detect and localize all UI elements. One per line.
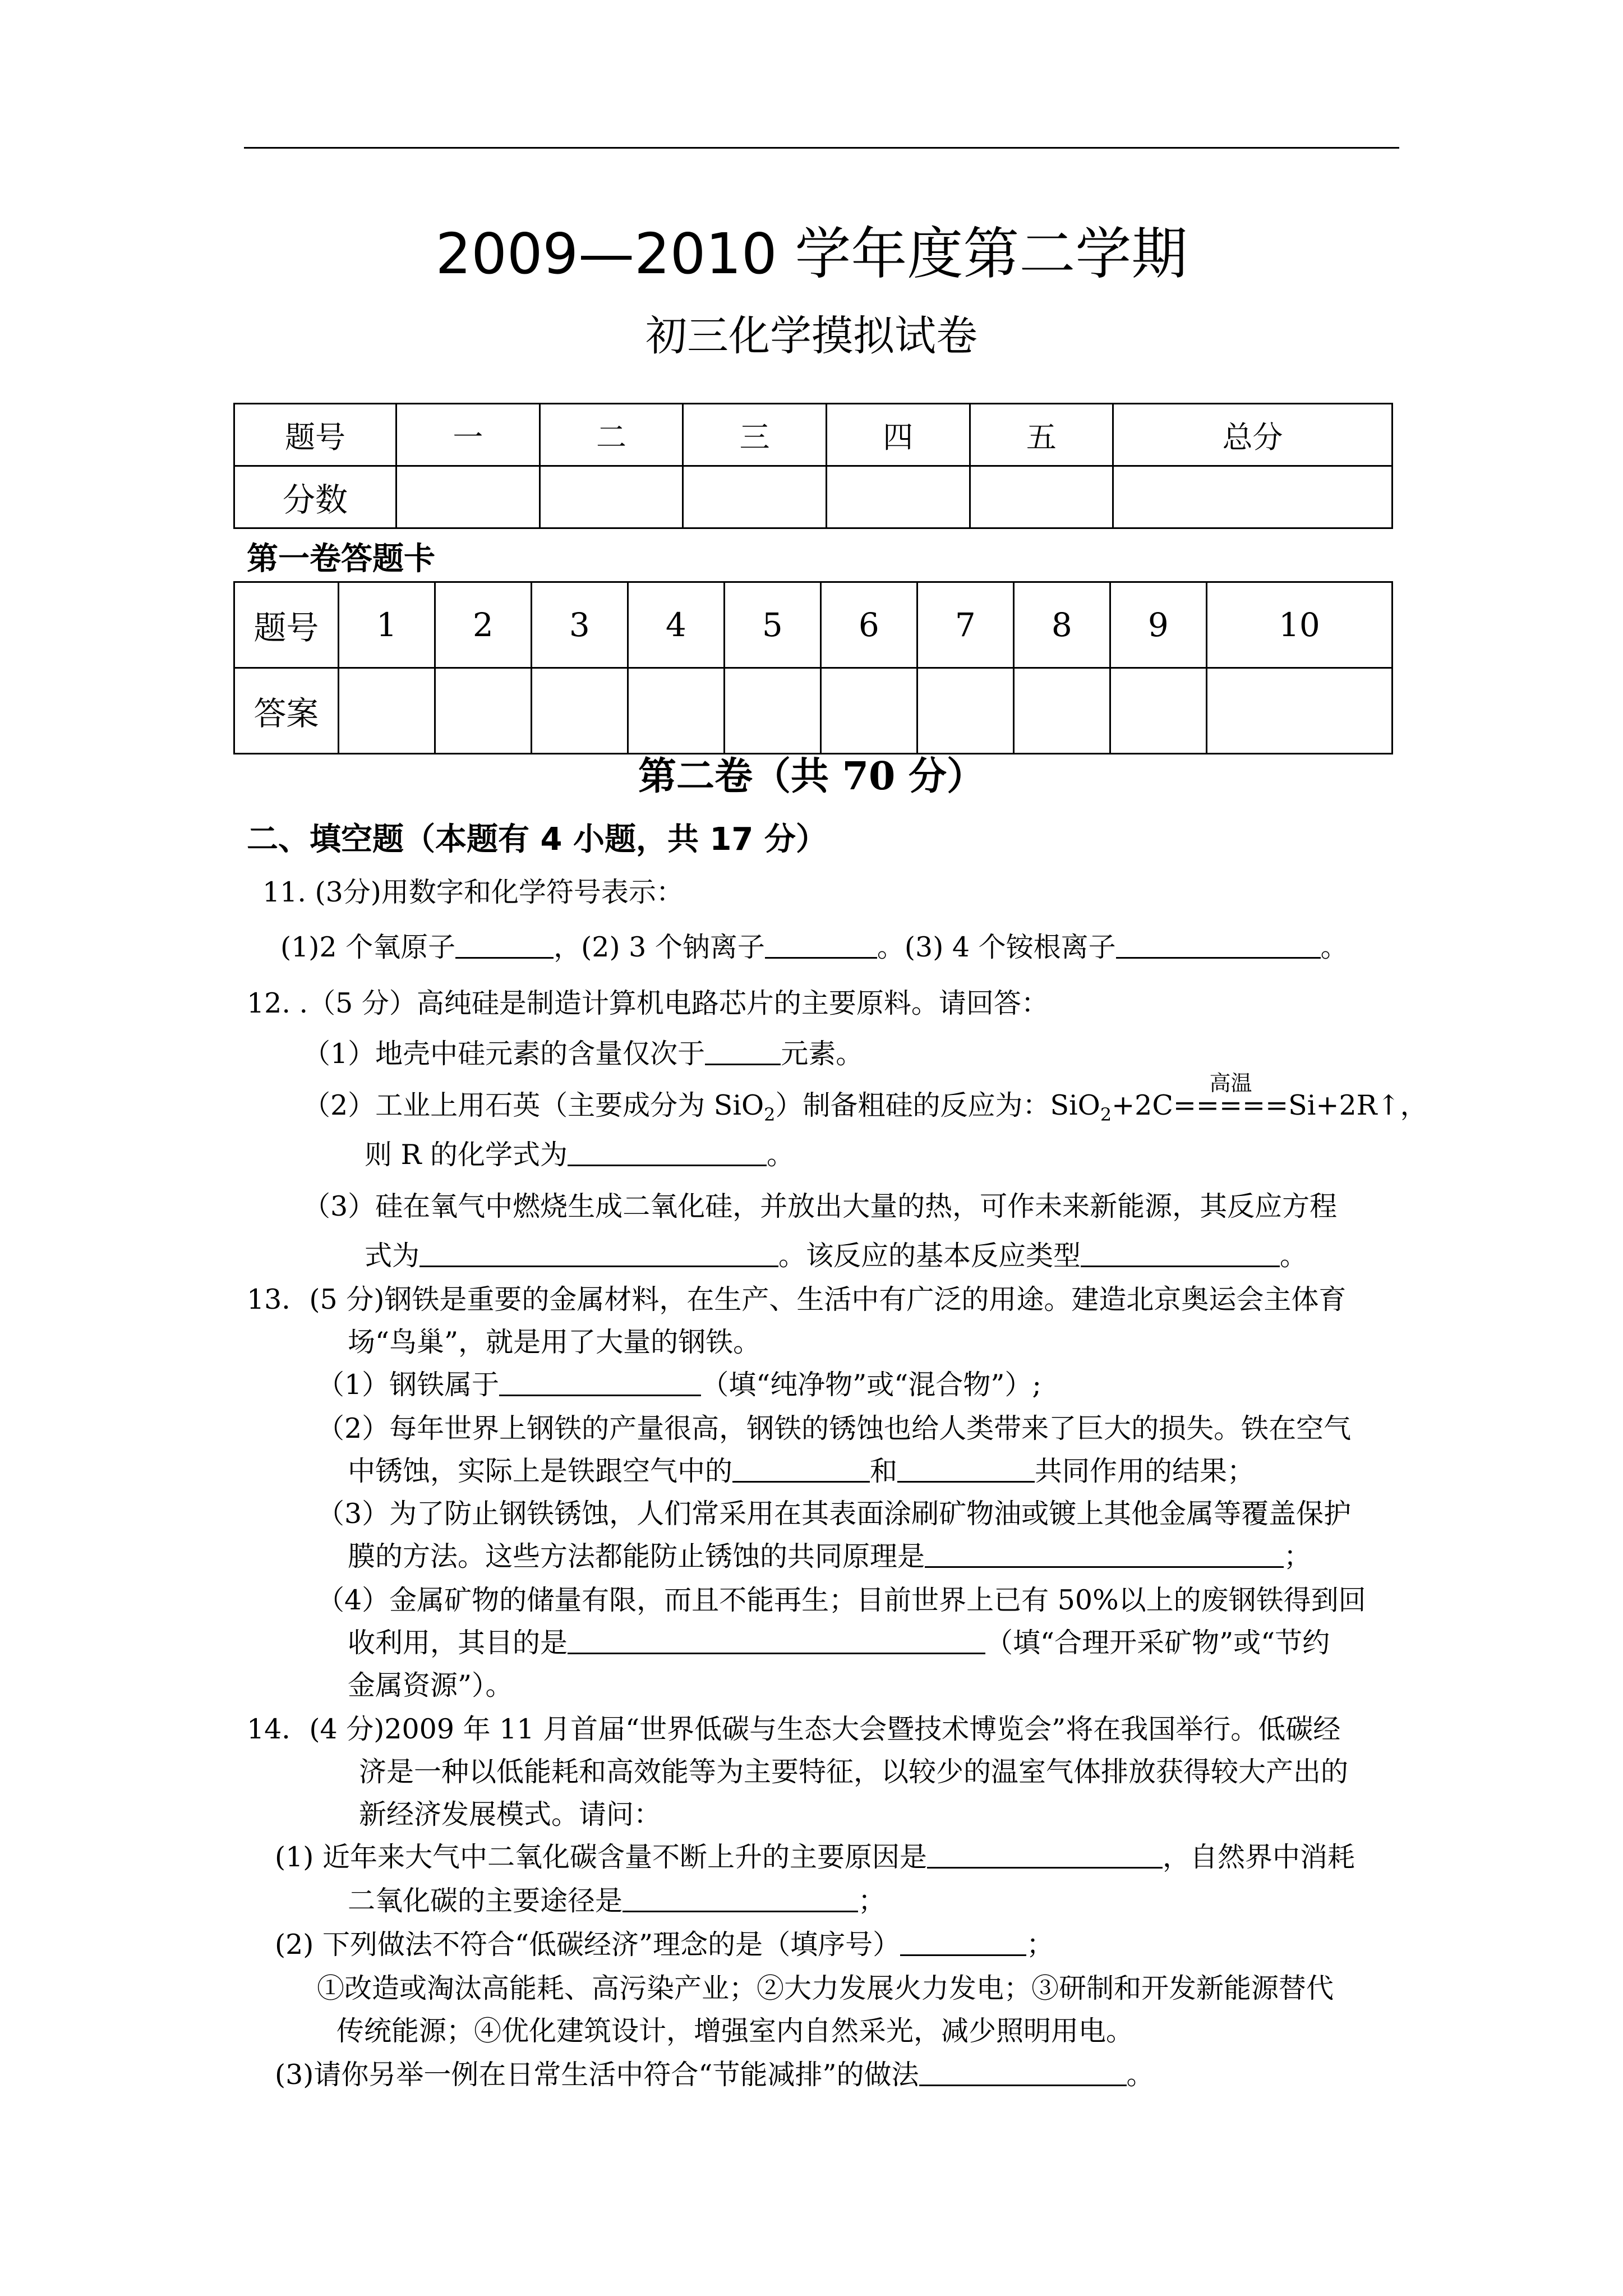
answer-blank[interactable] (765, 930, 877, 959)
q11-part3: 。(3) 4 个铵根离子 (877, 931, 1116, 963)
q14-sub1-text: ； (858, 1885, 886, 1917)
answer-blank[interactable] (732, 1453, 870, 1483)
section-heading: 二、填空题（本题有 4 小题，共 17 分） (247, 821, 827, 858)
score-row-label: 分数 (234, 466, 396, 528)
answer-blank[interactable] (925, 1539, 1284, 1568)
q14-options-cont: 传统能源；④优化建筑设计，增强室内自然采光，减少照明用电。 (336, 2015, 1134, 2047)
score-header-cell: 二 (540, 404, 683, 466)
question-number-cell: 1 (338, 582, 435, 668)
answer-card-table (233, 581, 1393, 754)
q11-part1: (1)2 个氧原子 (280, 931, 456, 963)
q14-stem-cont: 济是一种以低能耗和高效能等为主要特征，以较少的温室气体排放获得较大产出的 (359, 1756, 1349, 1788)
answer-blank[interactable] (568, 1625, 985, 1654)
page-subtitle: 初三化学摸拟试卷 (645, 312, 978, 360)
q11-stem: 11. (3分)用数字和化学符号表示： (262, 876, 684, 908)
q13-sub4-text: （填“合理开采矿物”或“节约 (985, 1627, 1330, 1659)
question-number-cell: 8 (1013, 582, 1110, 668)
score-table-header-row (234, 404, 1393, 466)
q14-stem: 14．(4 分)2009 年 11 月首届“世界低碳与生态大会暨技术博览会”将在我国举行。低碳经 (247, 1713, 1341, 1745)
q12-stem: 12. .（5 分）高纯硅是制造计算机电路芯片的主要原料。请回答： (247, 987, 1049, 1019)
subscript: 2 (764, 1103, 776, 1125)
q14-sub1-text: 二氧化碳的主要途径是 (348, 1885, 623, 1917)
q13-sub3: （3）为了防止钢铁锈蚀，人们常采用在其表面涂刷矿物油或镀上其他金属等覆盖保护 (317, 1498, 1352, 1530)
q13-sub4: （4）金属矿物的储量有限，而且不能再生；目前世界上已有 50%以上的废钢铁得到回 (317, 1584, 1366, 1616)
q14-stem-cont: 新经济发展模式。请问： (359, 1798, 662, 1830)
answer-cell[interactable] (1110, 668, 1206, 754)
q12-sub2-text: ）制备粗硅的反应为：SiO (775, 1089, 1100, 1121)
q12-sub3-text: 式为 (365, 1240, 420, 1272)
q13-sub2-text: 和 (870, 1455, 898, 1487)
score-table (233, 403, 1393, 529)
q14-sub1-text: (1) 近年来大气中二氧化碳含量不断上升的主要原因是 (275, 1841, 927, 1873)
q13-stem: 13．(5 分)钢铁是重要的金属材料，在生产、生活中有广泛的用途。建造北京奥运会主体育 (247, 1283, 1347, 1315)
question-number-cell: 3 (531, 582, 628, 668)
q12-sub2-text: 则 R 的化学式为 (365, 1139, 568, 1171)
score-cell[interactable] (1113, 466, 1393, 528)
top-rule (244, 147, 1399, 149)
q13-sub2-text: 共同作用的结果； (1035, 1455, 1255, 1487)
q14-sub3-text: 。 (1126, 2059, 1154, 2091)
score-header-cell: 五 (970, 404, 1113, 466)
reaction-condition (1173, 1071, 1289, 1121)
answer-cell[interactable] (435, 668, 531, 754)
score-cell[interactable] (970, 466, 1113, 528)
question-number-cell: 7 (917, 582, 1013, 668)
answer-blank[interactable] (419, 1238, 778, 1267)
q13-sub2-text: 中锈蚀，实际上是铁跟空气中的 (348, 1455, 733, 1487)
q13-sub4-cont (348, 1621, 1330, 1660)
score-header-cell: 题号 (234, 404, 396, 466)
q12-sub2 (303, 1071, 1428, 1125)
answer-blank[interactable] (568, 1137, 767, 1166)
answer-cell[interactable] (917, 668, 1013, 754)
answer-blank[interactable] (499, 1367, 701, 1396)
q12-sub3-text: 。 (1280, 1240, 1308, 1272)
q11-part2: ，(2) 3 个钠离子 (554, 931, 765, 963)
answer-card-title: 第一卷答题卡 (247, 541, 435, 577)
q14-sub1 (275, 1835, 1355, 1875)
answer-blank[interactable] (897, 1453, 1035, 1483)
question-number-cell: 10 (1206, 582, 1392, 668)
answer-table-row (234, 668, 1393, 754)
q14-sub2 (275, 1923, 1054, 1962)
q12-sub1 (303, 1032, 863, 1071)
q13-sub3-text: 膜的方法。这些方法都能防止锈蚀的共同原理是 (348, 1540, 925, 1572)
q12-sub2-text: （2）工业上用石英（主要成分为 SiO (303, 1089, 764, 1121)
q14-options: ①改造或淘汰高能耗、高污染产业；②大力发展火力发电；③研制和开发新能源替代 (317, 1972, 1334, 2004)
volume2-title: 第二卷（共 70 分） (638, 754, 985, 799)
q14-sub1-text: ，自然界中消耗 (1163, 1841, 1355, 1873)
answer-blank[interactable] (900, 1927, 1026, 1956)
answer-table-header-row (234, 582, 1393, 668)
q13-sub2: （2）每年世界上钢铁的产量很高，钢铁的锈蚀也给人类带来了巨大的损失。铁在空气 (317, 1412, 1352, 1444)
score-header-cell: 四 (826, 404, 970, 466)
q14-sub3 (275, 2053, 1154, 2092)
answer-cell[interactable] (628, 668, 724, 754)
subscript: 2 (1100, 1103, 1112, 1125)
q11-parts (280, 926, 1348, 965)
answer-cell[interactable] (820, 668, 917, 754)
q13-sub1-text: （1）钢铁属于 (317, 1369, 500, 1401)
q14-sub3-text: (3)请你另举一例在日常生活中符合“节能减排”的做法 (275, 2059, 919, 2091)
answer-cell[interactable] (338, 668, 435, 754)
score-table-row (234, 466, 1393, 528)
q13-sub2-cont (348, 1450, 1255, 1489)
answer-blank[interactable] (705, 1036, 781, 1065)
answer-blank[interactable] (1081, 1238, 1280, 1267)
answer-cell[interactable] (531, 668, 628, 754)
reaction-arrow: ===== (1173, 1089, 1289, 1121)
answer-cell[interactable] (1013, 668, 1110, 754)
question-number-cell: 5 (724, 582, 820, 668)
score-cell[interactable] (826, 466, 970, 528)
score-header-cell: 总分 (1113, 404, 1393, 466)
q13-sub1-text: （填“纯净物”或“混合物”）; (701, 1369, 1041, 1401)
q12-sub2-text: Si+2R↑， (1288, 1089, 1428, 1121)
answer-cell[interactable] (1206, 668, 1392, 754)
answer-cell[interactable] (724, 668, 820, 754)
q12-sub2-text: 。 (767, 1139, 795, 1171)
q12-sub2-cont (365, 1133, 794, 1172)
q12-sub1-text: （1）地壳中硅元素的含量仅次于 (303, 1038, 706, 1070)
question-number-cell: 2 (435, 582, 531, 668)
score-header-cell: 三 (683, 404, 827, 466)
condition-label: 高温 (1209, 1071, 1252, 1096)
q13-stem-cont: 场“鸟巢”，就是用了大量的钢铁。 (348, 1326, 761, 1358)
answer-blank[interactable] (927, 1839, 1163, 1869)
q13-sub4-end: 金属资源”）。 (348, 1669, 513, 1701)
question-number-cell: 6 (820, 582, 917, 668)
question-number-cell: 9 (1110, 582, 1206, 668)
q13-sub4-text: 收利用，其目的是 (348, 1627, 568, 1659)
q14-sub2-text: (2) 下列做法不符合“低碳经济”理念的是（填序号） (275, 1929, 901, 1961)
score-cell[interactable] (540, 466, 683, 528)
score-header-cell: 一 (396, 404, 540, 466)
q12-sub2-text: +2C (1112, 1089, 1173, 1121)
answer-blank[interactable] (919, 2057, 1127, 2086)
score-cell[interactable] (396, 466, 540, 528)
answer-blank[interactable] (623, 1883, 858, 1912)
answer-header-label: 题号 (234, 582, 339, 668)
q12-sub3-text: 。该反应的基本反应类型 (778, 1240, 1081, 1272)
q13-sub3-text: ； (1284, 1540, 1312, 1572)
q11-end: 。 (1320, 931, 1348, 963)
q12-sub1-text: 元素。 (781, 1038, 864, 1070)
answer-blank[interactable] (455, 930, 554, 959)
answer-row-label: 答案 (234, 668, 339, 754)
q13-sub1 (317, 1363, 1041, 1402)
score-cell[interactable] (683, 466, 827, 528)
q13-sub3-cont (348, 1535, 1311, 1574)
q14-sub2-text: ； (1026, 1929, 1054, 1961)
page-title: 2009—2010 学年度第二学期 (435, 221, 1188, 287)
q12-sub3: （3）硅在氧气中燃烧生成二氧化硅，并放出大量的热，可作未来新能源，其反应方程 (303, 1190, 1338, 1222)
answer-blank[interactable] (1116, 930, 1321, 959)
q14-sub1-cont (348, 1879, 886, 1918)
question-number-cell: 4 (628, 582, 724, 668)
q12-sub3-cont (365, 1234, 1307, 1273)
